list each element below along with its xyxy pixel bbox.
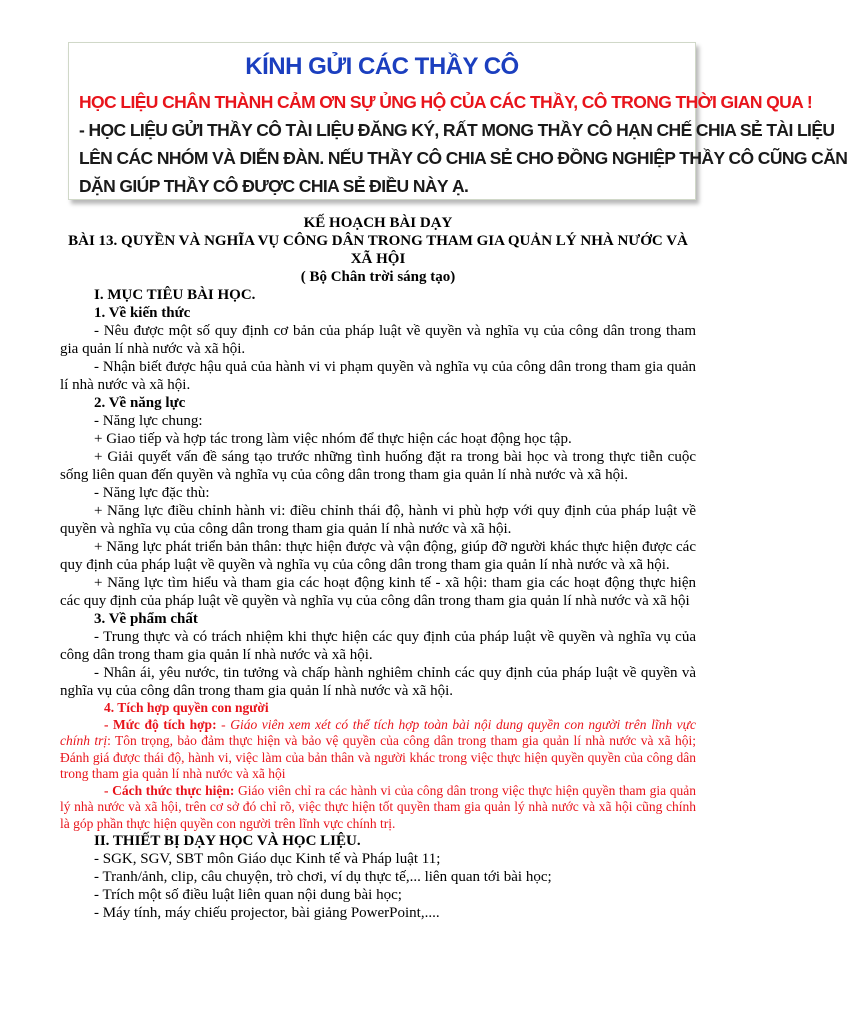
general-competency-label: - Năng lực chung: [94, 413, 203, 429]
heading-competency: 2. Về năng lực [94, 395, 186, 411]
specific-competency-3: + Năng lực tìm hiểu và tham gia các hoạt động kinh tế - xã hội: tham gia các hoạt động thực hiện các quy định của pháp luật về quyền và nghĩa vụ của công dân trong tham gia quản lí nhà nước và xã hội [60, 575, 696, 609]
heading-knowledge: 1. Về kiến thức [94, 305, 191, 321]
notice-banner [68, 42, 847, 200]
integration-level-text: : Tôn trọng, bảo đảm thực hiện và bảo vệ quyền của công dân trong tham gia quản lí nhà nước và xã hội; Đánh giá được thái độ, hành vi, việc làm của bản thân và người khác trong việc thực hiện quyền quyền của công dân trong tham gia quản lí nhà nước và xã hội [60, 733, 696, 781]
knowledge-item-2: - Nhận biết được hậu quả của hành vi vi phạm quyền và nghĩa vụ của công dân trong tham gia quản lí nhà nước và xã hội. [60, 359, 696, 393]
equipment-item-1: - SGK, SGV, SBT môn Giáo dục Kinh tế và Pháp luật 11; [94, 851, 441, 867]
integration-level-note: - Giáo viên xem xét có thể tích hợp toàn bài nội dung quyền con người trên lĩnh vực chính trị [60, 716, 696, 748]
banner-title: KÍNH GỬI CÁC THẦY CÔ [245, 53, 519, 80]
integration-level-paragraph [60, 717, 696, 783]
lesson-title: BÀI 13. QUYỀN VÀ NGHĨA VỤ CÔNG DÂN TRONG THAM GIA QUẢN LÝ NHÀ NƯỚC VÀ XÃ HỘI [68, 233, 688, 267]
lesson-plan-document [60, 214, 696, 922]
integration-level-label: - Mức độ tích hợp: [104, 716, 217, 732]
section-equipment: II. THIẾT BỊ DẠY HỌC VÀ HỌC LIỆU. [94, 833, 361, 849]
book-series: ( Bộ Chân trời sáng tạo) [300, 269, 456, 285]
general-competency-1: + Giao tiếp và hợp tác trong làm việc nhóm để thực hiện các hoạt động học tập. [94, 431, 572, 447]
section-objectives: I. MỤC TIÊU BÀI HỌC. [94, 287, 256, 303]
banner-request-line-1: - HỌC LIỆU GỬI THẦY CÔ TÀI LIỆU ĐĂNG KÝ, RẤT MONG THẦY CÔ HẠN CHẾ CHIA SẺ TÀI LIỆU [79, 120, 835, 140]
implementation-text: Giáo viên chỉ ra các hành vi của công dân trong việc thực hiện quyền tham gia quản lý nhà nước và xã hội, trên cơ sở đó chỉ rõ, việc thực hiện tốt quyền tham gia quản lý nhà nước và xã hội cũng chính là góp phần thực hiện quyền con người trên lĩnh vực chính trị. [60, 782, 697, 831]
equipment-item-4: - Máy tính, máy chiếu projector, bài giảng PowerPoint,.... [94, 905, 440, 921]
general-competency-2: + Giải quyết vấn đề sáng tạo trước những tình huống đặt ra trong bài học và trong thực tiễn cuộc sống liên quan đến quyền và nghĩa vụ của công dân trong tham gia quản lí nhà nước và xã hội. [60, 449, 696, 483]
implementation-label: - Cách thức thực hiện: [104, 782, 235, 798]
heading-qualities: 3. Về phẩm chất [94, 611, 198, 627]
quality-item-1: - Trung thực và có trách nhiệm khi thực hiện các quy định của pháp luật về quyền và nghĩa vụ của công dân trong tham gia quản lí nhà nước và xã hội. [60, 629, 696, 663]
equipment-item-2: - Tranh/ảnh, clip, câu chuyện, trò chơi, ví dụ thực tế,... liên quan tới bài học; [94, 869, 552, 885]
specific-competency-2: + Năng lực phát triển bản thân: thực hiện được và vận động, giúp đỡ người khác thực hiện được các quy định của pháp luật về quyền và nghĩa vụ của công dân trong tham gia quản lí nhà nước và xã hội. [60, 539, 696, 573]
banner-request-line-3: DẶN GIÚP THẦY CÔ ĐƯỢC CHIA SẺ ĐIỀU NÀY Ạ. [79, 176, 469, 196]
quality-item-2: - Nhân ái, yêu nước, tin tưởng và chấp hành nghiêm chỉnh các quy định của pháp luật về quyền và nghĩa vụ của công dân trong tham gia quản lí nhà nước và xã hội. [60, 665, 696, 699]
banner-request-line-2: LÊN CÁC NHÓM VÀ DIỄN ĐÀN. NẾU THẦY CÔ CHIA SẺ CHO ĐỒNG NGHIỆP THẦY CÔ CŨNG CĂN [79, 148, 847, 168]
heading-human-rights: 4. Tích hợp quyền con người [104, 700, 269, 715]
implementation-paragraph [60, 783, 696, 833]
doc-title: KẾ HOẠCH BÀI DẠY [303, 215, 453, 231]
knowledge-item-1: - Nêu được một số quy định cơ bản của pháp luật về quyền và nghĩa vụ của công dân trong tham gia quản lí nhà nước và xã hội. [60, 323, 696, 357]
equipment-item-3: - Trích một số điều luật liên quan nội dung bài học; [94, 887, 402, 903]
specific-competency-1: + Năng lực điều chỉnh hành vi: điều chỉnh thái độ, hành vi phù hợp với quy định của pháp luật về quyền và nghĩa vụ của công dân trong tham gia quản lí nhà nước và xã hội. [60, 503, 696, 537]
specific-competency-label: - Năng lực đặc thù: [94, 485, 210, 501]
banner-thanks-line: HỌC LIỆU CHÂN THÀNH CẢM ƠN SỰ ỦNG HỘ CỦA CÁC THẦY, CÔ TRONG THỜI GIAN QUA ! [79, 92, 813, 112]
